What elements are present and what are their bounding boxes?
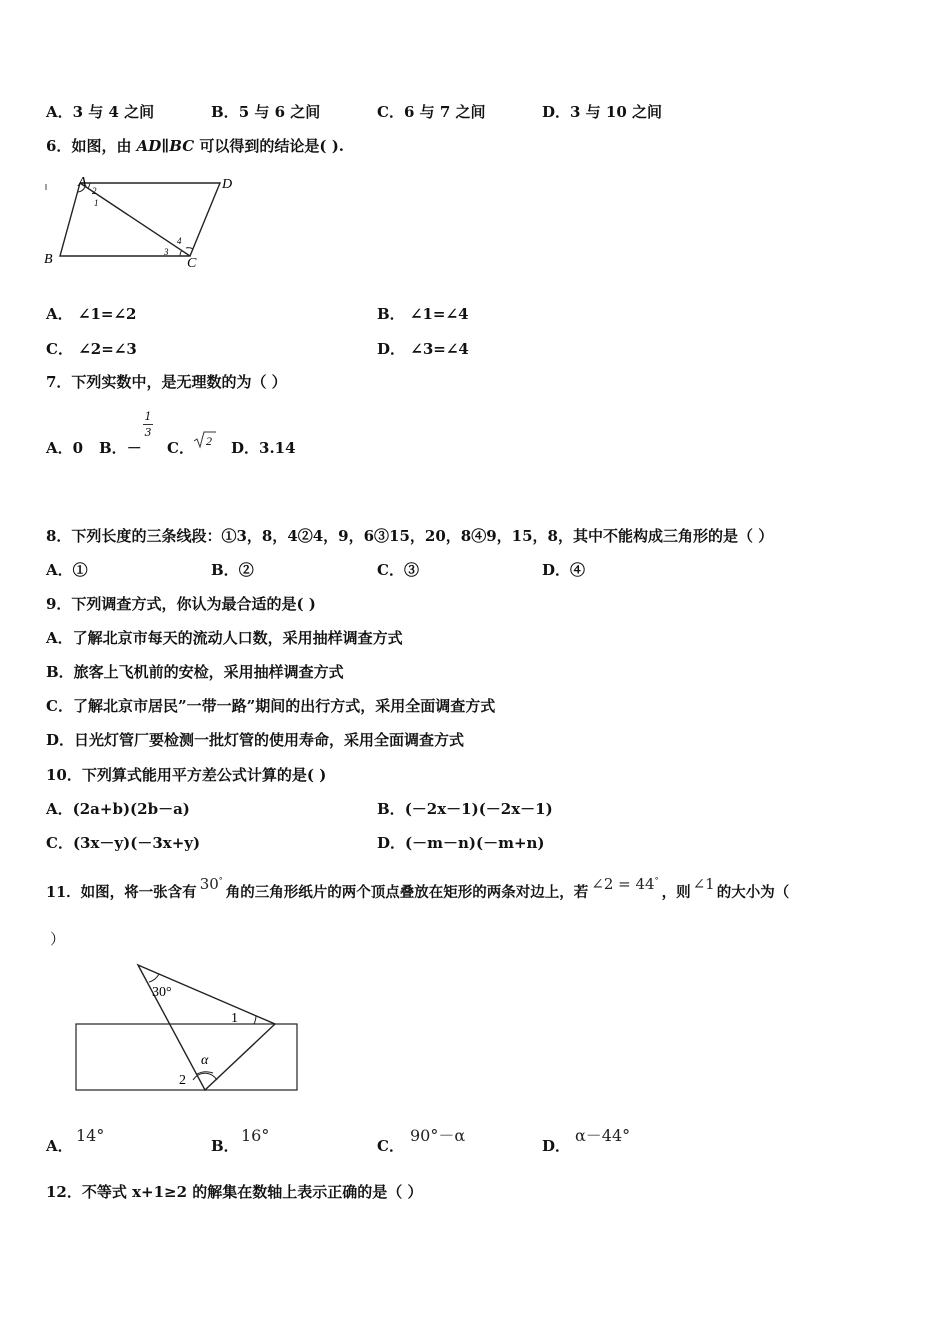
q7-stem: 7．下列实数中，是无理数的为（ ）: [46, 373, 287, 391]
q5-option-b: B．5 与 6 之间: [211, 103, 321, 121]
q6-stem: 6．如图，由 AD∥BC 可以得到的结论是( ).: [46, 137, 345, 155]
q6-figure: [40, 170, 240, 270]
q8-option-a: A．①: [46, 561, 88, 579]
q10-option-a: A．(2a+b)(2b－a): [46, 800, 190, 818]
q6-option-d: D． ∠3=∠4: [377, 340, 469, 358]
q6-option-c: C． ∠2=∠3: [46, 340, 137, 358]
q5-option-a: A．3 与 4 之间: [46, 103, 155, 121]
q6-label-b: B: [44, 252, 53, 267]
q10-option-d: D．(－m－n)(－m+n): [377, 834, 545, 852]
q10-option-c: C．(3x－y)(－3x+y): [46, 834, 201, 852]
q7-option-c: C．: [167, 439, 194, 457]
q11-stem-close: ）: [50, 930, 66, 948]
q8-option-b: B．②: [211, 561, 254, 579]
q11-option-d-label: D．: [542, 1137, 571, 1155]
q5-option-c: C．6 与 7 之间: [377, 103, 486, 121]
q10-stem: 10．下列算式能用平方差公式计算的是( ): [46, 766, 327, 784]
q7-option-b: B．－: [99, 439, 142, 457]
q7-fraction: [142, 410, 154, 439]
q7-fraction-denominator: 3: [144, 426, 152, 439]
q11-option-b-label: B．: [211, 1137, 239, 1155]
q7-fraction-numerator: 1: [144, 410, 152, 423]
q11-figure: [70, 958, 310, 1098]
q9-option-b: B．旅客上飞机前的安检，采用抽样调查方式: [46, 663, 344, 681]
q10-option-b: B．(－2x－1)(－2x－1): [377, 800, 553, 818]
q8-option-d: D．④: [542, 561, 586, 579]
q6-option-a: A． ∠1=∠2: [46, 305, 137, 323]
q6-angle-3: 3: [164, 247, 169, 257]
q11-option-b-math: 16°: [241, 1126, 270, 1145]
q6-angle-1: 1: [94, 198, 99, 208]
q11-option-a-label: A．: [46, 1137, 73, 1155]
q11-label-alpha: α: [201, 1053, 209, 1068]
q7-option-d: D．3.14: [231, 439, 296, 457]
q7-sqrt2: [193, 430, 217, 450]
q9-option-c: C．了解北京市居民”一带一路”期间的出行方式，采用全面调查方式: [46, 697, 496, 715]
q8-stem: 8．下列长度的三条线段：①3，8，4②4，9，6③15，20，8④9，15，8，其中不能构成三角形的是（ ）: [46, 527, 774, 545]
q9-option-d: D．日光灯管厂要检测一批灯管的使用寿命，采用全面调查方式: [46, 731, 465, 749]
q6-angle-2: 2: [92, 186, 97, 196]
q5-option-d: D．3 与 10 之间: [542, 103, 662, 121]
q7-radicand: 2: [206, 434, 212, 448]
q9-option-a: A．了解北京市每天的流动人口数，采用抽样调查方式: [46, 629, 403, 647]
q12-stem: 12．不等式 x+1≥2 的解集在数轴上表示正确的是（ ）: [46, 1183, 423, 1201]
q11-label-angle2: 2: [179, 1073, 186, 1088]
q7-fraction-bar: [143, 424, 153, 425]
q8-option-c: C．③: [377, 561, 419, 579]
q6-angle-4: 4: [177, 236, 182, 246]
q6-option-b: B． ∠1=∠4: [377, 305, 469, 323]
q6-label-d: D: [222, 177, 233, 192]
q11-label-angle1: 1: [231, 1011, 238, 1026]
q9-stem: 9．下列调查方式，你认为最合适的是( ): [46, 595, 316, 613]
q11-option-c-math: 90°－α: [410, 1126, 466, 1145]
q11-option-d-math: α－44°: [575, 1126, 631, 1145]
q7-option-a: A．0: [46, 439, 84, 457]
q11-option-c-label: C．: [377, 1137, 404, 1155]
q6-label-c: C: [187, 256, 197, 270]
q11-option-a-math: 14°: [76, 1126, 105, 1145]
q11-stem: 11．如图，将一张含有 30°角的三角形纸片的两个顶点叠放在矩形的两条对边上，若 ∠2 = 44°，则 ∠1 的大小为（: [46, 875, 790, 901]
q6-label-a: A: [78, 175, 87, 190]
q11-label-30deg: 30°: [152, 985, 172, 1000]
